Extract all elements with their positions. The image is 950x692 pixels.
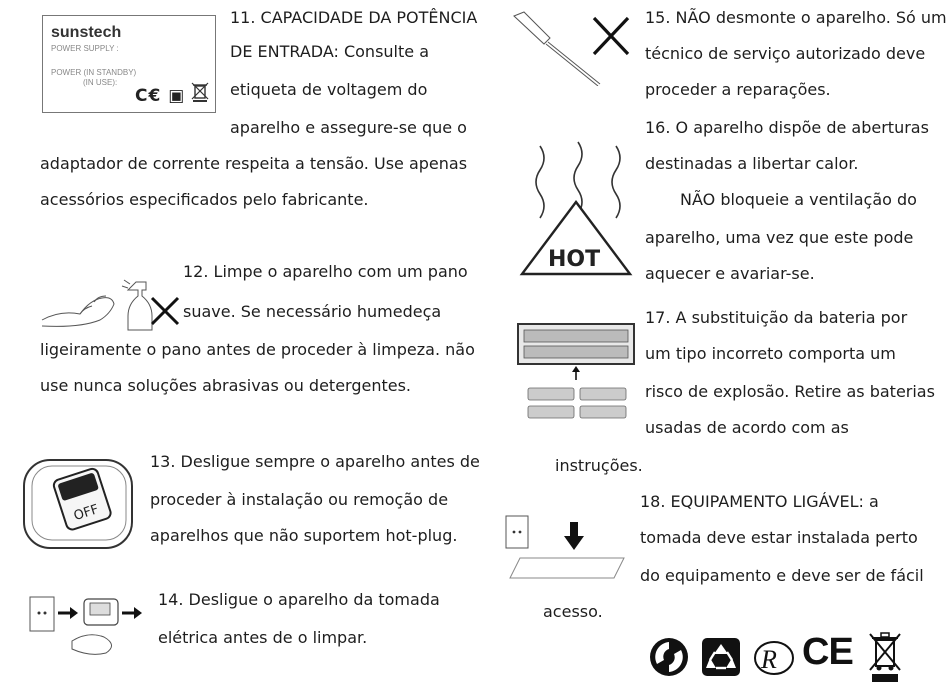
item13-line1: 13. Desligue sempre o aparelho antes de — [150, 452, 480, 471]
ce-mark-icon: CE — [802, 631, 853, 673]
item11-line3: etiqueta de voltagem do — [230, 80, 428, 99]
item15-line2: técnico de serviço autorizado deve — [645, 44, 926, 63]
item13-line2: proceder à instalação ou remoção de — [150, 490, 449, 509]
item15-line1: 15. NÃO desmonte o aparelho. Só um — [645, 8, 947, 27]
item18-line4: acesso. — [543, 602, 603, 621]
item12-line2: suave. Se necessário humedeça — [183, 302, 442, 321]
item17-line1: 17. A substituição da bateria por — [645, 308, 908, 327]
item18-line3: do equipamento e deve ser de fácil — [640, 566, 924, 585]
item14-line1: 14. Desligue o aparelho da tomada — [158, 590, 440, 609]
label-brand: sunstech — [51, 24, 122, 41]
item12-line3: ligeiramente o pano antes de proceder à limpeza. não — [40, 340, 475, 359]
green-dot-icon — [648, 636, 690, 678]
off-switch-icon — [20, 452, 140, 552]
label-power-standby: POWER (IN STANDBY) — [51, 68, 137, 77]
label-power-supply: POWER SUPPLY : — [51, 44, 119, 53]
item18-line2: tomada deve estar instalada perto — [640, 528, 918, 547]
item17-line3: risco de explosão. Retire as baterias — [645, 382, 935, 401]
label-ce-marks — [135, 86, 185, 106]
switch-off-label: OFF — [72, 502, 101, 525]
item11-line4: aparelho e assegure-se que o — [230, 118, 467, 137]
item17-line4: usadas de acordo com as — [645, 418, 849, 437]
weee-bin-icon — [868, 630, 902, 684]
rohs-icon — [752, 638, 796, 678]
item11-line6: acessórios especificados pelo fabricante. — [40, 190, 369, 209]
double-insulation-icon: ▣ — [168, 86, 186, 106]
battery-replacement-icon — [516, 322, 636, 426]
item18-line1: 18. EQUIPAMENTO LIGÁVEL: a — [640, 492, 879, 511]
item14-line2: elétrica antes de o limpar. — [158, 628, 368, 647]
hot-warning-icon — [518, 140, 636, 278]
rohs-letter: R — [761, 645, 777, 674]
item16-line5: aquecer e avariar-se. — [645, 264, 815, 283]
ce-mark-icon: C€ — [135, 86, 162, 106]
item11-line2: DE ENTRADA: Consulte a — [230, 42, 429, 61]
item13-line3: aparelhos que não suportem hot-plug. — [150, 526, 458, 545]
cleaning-hand-icon — [40, 270, 180, 332]
item12-line1: 12. Limpe o aparelho com um pano — [183, 262, 468, 281]
recycle-icon — [700, 636, 742, 678]
item17-line5: instruções. — [555, 456, 643, 475]
hot-label: HOT — [548, 247, 601, 272]
item12-line4: use nunca soluções abrasivas ou detergentes. — [40, 376, 412, 395]
weee-bin-icon — [191, 80, 209, 102]
screwdriver-no-disassemble-icon — [510, 8, 636, 86]
item16-line2: destinadas a libertar calor. — [645, 154, 859, 173]
item17-line2: um tipo incorreto comporta um — [645, 344, 896, 363]
unplug-sequence-icon — [28, 585, 156, 657]
label-in-use: (IN USE): — [83, 78, 118, 87]
item15-line3: proceder a reparações. — [645, 80, 831, 99]
item16-line1: 16. O aparelho dispõe de aberturas — [645, 118, 929, 137]
item11-line5: adaptador de corrente respeita a tensão. Use apenas — [40, 154, 468, 173]
item11-line1: 11. CAPACIDADE DA POTÊNCIA — [230, 8, 478, 27]
item16-line3: NÃO bloqueie a ventilação do — [680, 190, 917, 209]
rating-label-image — [42, 15, 216, 113]
socket-outlet-icon — [504, 510, 630, 580]
item16-line4: aparelho, uma vez que este pode — [645, 228, 914, 247]
